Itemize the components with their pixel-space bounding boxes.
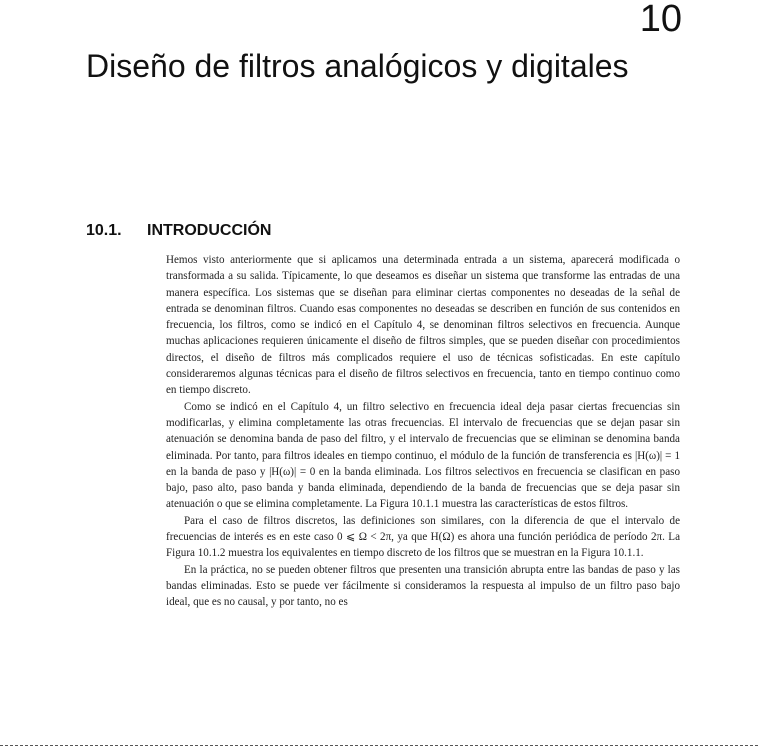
chapter-title: Diseño de filtros analógicos y digitales (86, 48, 629, 84)
section-title: INTRODUCCIÓN (147, 222, 272, 239)
section-number: 10.1. (86, 222, 122, 239)
paragraph-2: Como se indicó en el Capítulo 4, un filtro selectivo en frecuencia ideal deja pasar ciertas frecuencias sin modificarlas, y elimina completamente las otras frecuencias. El intervalo de frecuencias que se dejan pasar sin atenuación se denomina banda de paso del filtro, y el intervalo de frecuencias que se eliminan se denomina banda eliminada. Por tanto, para filtros ideales en tiempo continuo, el módulo de la función de transferencia es |H(ω)| = 1 en la banda de paso y |H(ω)| = 0 en la banda eliminada. Los filtros selectivos en frecuencia se clasifican en paso bajo, paso alto, paso banda y banda eliminada, dependiendo de la banda de frecuencias que se deja pasar sin atenuación o que se elimina completamente. La Figura 10.1.1 muestra las características de estos filtros. (166, 400, 680, 511)
footer-divider (0, 745, 758, 746)
section-heading (86, 220, 271, 242)
chapter-number: 10 (639, 0, 682, 40)
paragraph-3: Para el caso de filtros discretos, las definiciones son similares, con la diferencia de que el intervalo de frecuencias de interés es en este caso 0 ⩽ Ω < 2π, ya que H(Ω) es ahora una función periódica de período 2π. La Figura 10.1.2 muestra los equivalentes en tiempo discreto de los filtros que se muestran en la Figura 10.1.1. (166, 514, 680, 560)
paragraph-1: Hemos visto anteriormente que si aplicamos una determinada entrada a un sistema, aparecerá modificada o transformada a su salida. Típicamente, lo que deseamos es diseñar un sistema que transforme las entradas de una manera específica. Los sistemas que se diseñan para eliminar ciertas componentes no deseadas de la señal de entrada se denominan filtros. Cuando esas componentes no deseadas se describen en función de sus contenidos en frecuencia, los filtros, como se indicó en el Capítulo 4, se denominan filtros selectivos en frecuencia. Aunque muchas aplicaciones requieren únicamente el diseño de filtros simples, que se pueden diseñar con procedimientos directos, el diseño de filtros más complicados requiere el uso de técnicas sofisticadas. En este capítulo consideraremos algunas técnicas para el diseño de filtros selectivos en frecuencia, tanto en tiempo continuo como en tiempo discreto. (166, 254, 680, 397)
paragraph-4: En la práctica, no se pueden obtener filtros que presenten una transición abrupta entre las bandas de paso y las bandas eliminadas. Esto se puede ver fácilmente si consideramos la respuesta al impulso de un filtro paso bajo ideal, que es no causal, y por tanto, no es (166, 563, 680, 609)
section-body (166, 252, 680, 611)
